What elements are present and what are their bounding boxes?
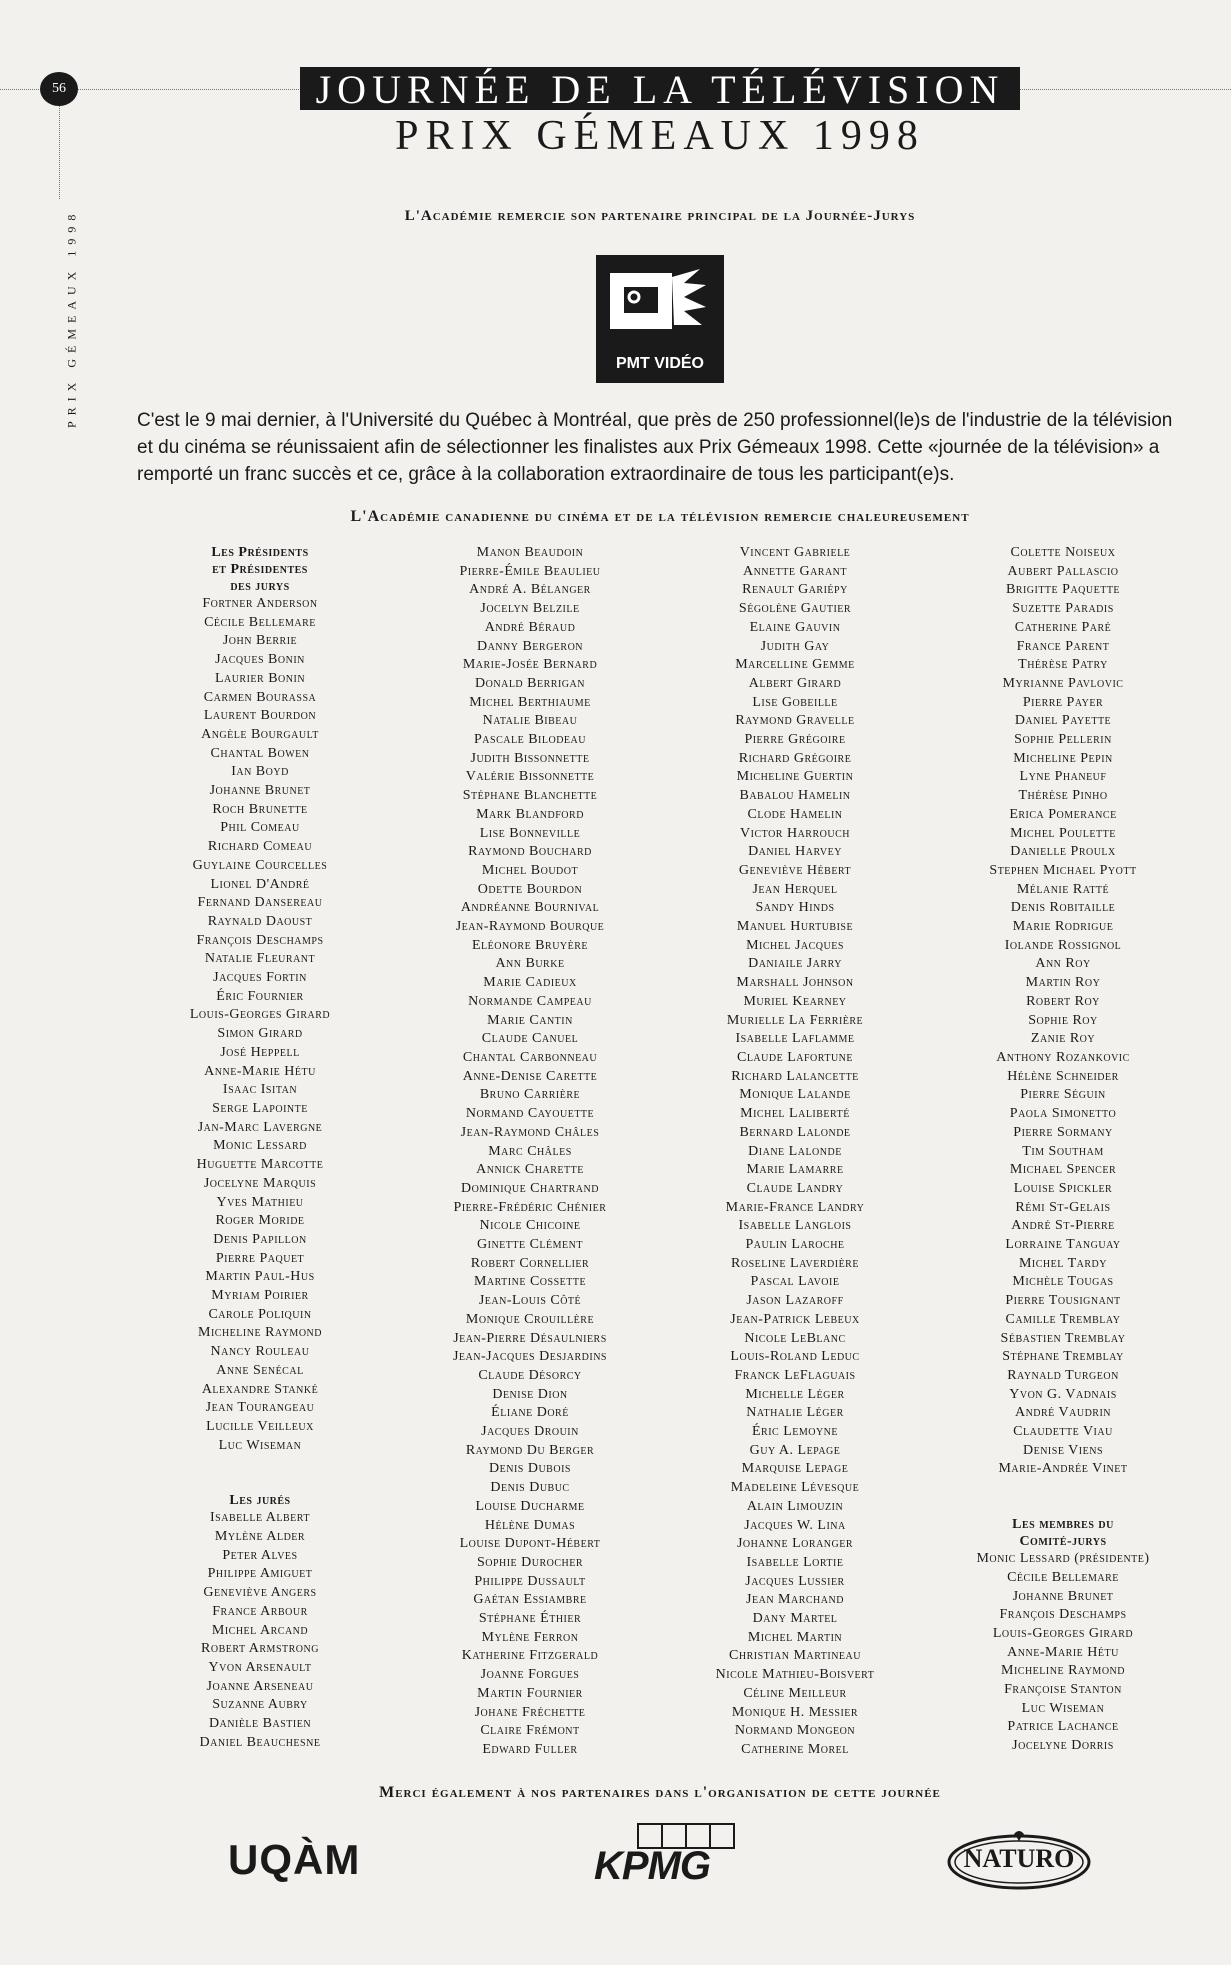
list-item: Stéphane Blanchette <box>462 788 598 804</box>
list-item: Ginette Clément <box>477 1237 583 1253</box>
list-item: Robert Armstrong <box>201 1641 319 1657</box>
list-item: Denis Papillon <box>213 1231 307 1247</box>
list-item: Natalie Bibeau <box>482 713 578 729</box>
list-item: Marie-Andrée Vinet <box>998 1461 1128 1477</box>
list-item: France Parent <box>1016 638 1110 654</box>
list-item: Raynald Daoust <box>207 913 313 929</box>
list-item: Mark Blandford <box>476 806 584 822</box>
list-item: Jean Marchand <box>746 1592 844 1608</box>
list-item: Madeleine Lévesque <box>730 1480 860 1496</box>
list-item: Isaac Isitan <box>222 1082 298 1098</box>
list-item: Marshall Johnson <box>736 975 854 991</box>
list-item: Denise Viens <box>1022 1442 1104 1458</box>
list-item: Monique H. Messier <box>731 1704 859 1720</box>
list-item: Victor Harrouch <box>740 825 850 841</box>
list-item: Jean-Patrick Lebeux <box>730 1311 860 1327</box>
list-item: Louis-Georges Girard <box>189 1007 331 1023</box>
list-item: Richard Grégoire <box>738 750 852 766</box>
list-item: Jocelyne Dorris <box>1012 1738 1114 1754</box>
list-item: Fernand Dansereau <box>197 895 323 911</box>
list-item: Stéphane Éthier <box>478 1611 582 1627</box>
list-item: Monique Lalande <box>739 1087 851 1103</box>
list-item: Raymond Du Berger <box>465 1442 595 1458</box>
list-item: Normand Cayouette <box>465 1106 595 1122</box>
list-item: France Arbour <box>212 1603 308 1619</box>
list-item: Zanie Roy <box>1030 1031 1096 1047</box>
list-item: Chantal Bowen <box>210 745 310 761</box>
list-item: Stéphane Tremblay <box>1002 1349 1124 1365</box>
list-item: Catherine Morel <box>741 1742 849 1757</box>
list-item: Louis-Roland Leduc <box>730 1349 860 1365</box>
list-item: Jason Lazaroff <box>746 1293 844 1309</box>
list-item: Jean-Louis Côté <box>478 1293 582 1309</box>
list-item: Yvon G. Vadnais <box>1009 1386 1117 1402</box>
list-item: Lise Bonneville <box>479 825 581 841</box>
list-item: Jean-Raymond Châles <box>460 1124 600 1140</box>
list-item: Carole Poliquin <box>208 1306 312 1322</box>
column-gap <box>943 1479 1183 1516</box>
list-item: Monic Lessard <box>213 1138 307 1154</box>
list-item: André Béraud <box>484 619 576 635</box>
list-item: Monic Lessard (présidente) <box>976 1551 1150 1567</box>
list-item: Claude Canuel <box>481 1031 579 1047</box>
presidents-heading: des jurys <box>230 579 290 594</box>
list-item: Jocelyne Marquis <box>203 1175 317 1191</box>
list-item: Sébastien Tremblay <box>1000 1330 1126 1346</box>
list-item: Ségolène Gautier <box>738 601 852 617</box>
list-item: Nicole Mathieu-Boisvert <box>715 1667 875 1683</box>
list-item: Judith Bissonnette <box>470 750 590 766</box>
column-4 <box>943 544 1183 1756</box>
list-item: Alexandre Stanké <box>201 1381 319 1397</box>
list-item: Yves Mathieu <box>216 1194 304 1210</box>
list-item: Michel Boudot <box>481 862 579 878</box>
list-item: Isabelle Laflamme <box>735 1031 855 1047</box>
list-item: Claire Frémont <box>480 1723 580 1739</box>
list-item: Michelle Léger <box>745 1386 845 1402</box>
list-item: Marie-Josée Bernard <box>462 657 598 673</box>
list-item: Daniel Payette <box>1014 713 1112 729</box>
list-item: Denis Dubuc <box>490 1480 570 1496</box>
list-item: Judith Gay <box>760 638 830 654</box>
list-item: Diane Lalonde <box>748 1143 842 1159</box>
list-item: Myriam Poirier <box>211 1288 309 1304</box>
list-item: Marie Lamarre <box>746 1162 844 1178</box>
list-item: André St-Pierre <box>1011 1218 1115 1234</box>
list-item: Denise Dion <box>492 1386 568 1402</box>
list-item: Elaine Gauvin <box>749 619 841 635</box>
list-item: Michel Laliberté <box>740 1106 850 1122</box>
list-item: Danielle Proulx <box>1010 844 1116 860</box>
list-item: Louis-Georges Girard <box>992 1625 1134 1641</box>
list-item: Nicole Chicoine <box>479 1218 581 1234</box>
list-item: Michèle Tougas <box>1012 1274 1114 1290</box>
list-item: Michel Martin <box>747 1629 843 1645</box>
list-item: Micheline Raymond <box>198 1325 322 1341</box>
list-item: Éric Fournier <box>216 988 304 1004</box>
list-item: Sophie Roy <box>1028 1012 1098 1028</box>
list-item: Daniel Harvey <box>748 844 842 860</box>
list-item: Isabelle Albert <box>210 1510 310 1526</box>
list-item: Thérèse Pinho <box>1018 788 1108 804</box>
list-item: Richard Comeau <box>207 839 313 855</box>
list-item: Anne-Marie Hétu <box>204 1063 316 1079</box>
list-item: Philippe Dussault <box>474 1573 586 1589</box>
list-item: Odette Bourdon <box>477 881 583 897</box>
list-item: Roger Moride <box>215 1213 305 1229</box>
list-item: Edward Fuller <box>482 1742 578 1757</box>
list-item: Chantal Carbonneau <box>462 1049 598 1065</box>
list-item: Angèle Bourgault <box>201 726 319 742</box>
list-item: Jean-Jacques Desjardins <box>452 1349 607 1365</box>
list-item: Micheline Raymond <box>1001 1663 1125 1679</box>
list-item: Pierre-Émile Beaulieu <box>459 563 601 579</box>
list-item: Hélène Schneider <box>1007 1068 1119 1084</box>
list-item: Dominique Chartrand <box>461 1180 599 1196</box>
list-item: Nancy Rouleau <box>210 1344 310 1360</box>
list-item: Tim Southam <box>1022 1143 1104 1159</box>
presidents-heading: et Présidentes <box>212 562 308 577</box>
list-item: Mylène Ferron <box>481 1629 579 1645</box>
list-item: Roseline Laverdière <box>731 1255 859 1271</box>
list-item: Martine Cossette <box>473 1274 587 1290</box>
list-item: Jean-Pierre Désaulniers <box>453 1330 607 1346</box>
list-item: Jocelyn Belzile <box>480 601 580 617</box>
naturo-logo <box>946 1830 1092 1890</box>
presidents-heading: Les Présidents <box>211 545 309 560</box>
list-item: Cécile Bellemare <box>204 614 316 630</box>
list-item: Serge Lapointe <box>212 1100 308 1116</box>
list-item: Éric Lemoyne <box>751 1424 839 1440</box>
list-item: Ann Burke <box>495 956 565 972</box>
naturo-wordmark: NATURO <box>963 1844 1075 1873</box>
column-3 <box>680 544 910 1760</box>
list-item: Françoise Stanton <box>1004 1682 1122 1698</box>
list-item: André A. Bélanger <box>469 582 591 598</box>
list-item: Paulin Laroche <box>745 1237 845 1253</box>
thanks-heading: L'Académie canadienne du cinéma et de la télévision remercie chaleureusement <box>350 508 970 525</box>
list-item: Hélène Dumas <box>484 1517 576 1533</box>
list-item: Camille Tremblay <box>1005 1311 1121 1327</box>
list-item: Christian Martineau <box>729 1648 861 1664</box>
page-number-badge: 56 <box>40 72 78 106</box>
list-item: Raynald Turgeon <box>1007 1367 1119 1383</box>
list-item: Monique Crouillère <box>465 1311 595 1327</box>
list-item: Jean Herquel <box>752 881 838 897</box>
list-item: Jacques Drouin <box>481 1424 579 1440</box>
list-item: Patrice Lachance <box>1007 1719 1119 1735</box>
list-item: José Heppell <box>220 1044 300 1060</box>
list-item: Joanne Forgues <box>480 1667 580 1683</box>
column-gap <box>150 1455 370 1492</box>
list-item: Marie Cantin <box>487 1012 573 1028</box>
list-item: Annick Charette <box>476 1162 584 1178</box>
list-item: Marcelline Gemme <box>735 657 855 673</box>
list-item: Clode Hamelin <box>747 806 843 822</box>
list-item: Normand Mongeon <box>734 1723 856 1739</box>
list-item: Cécile Bellemare <box>1007 1569 1119 1585</box>
list-item: Thérèse Patry <box>1018 657 1108 673</box>
list-item: Micheline Guertin <box>736 769 854 785</box>
list-item: Daniaile Jarry <box>748 956 842 972</box>
list-item: Ian Boyd <box>231 764 289 780</box>
list-item: Claude Lafortune <box>736 1049 853 1065</box>
comite-heading: Comité-jurys <box>1019 1534 1107 1550</box>
uqam-logo: UQÀM <box>228 1836 361 1883</box>
list-item: Michel Jacques <box>746 937 844 953</box>
list-item: Brigitte Paquette <box>1005 582 1121 598</box>
list-item: Normande Campeau <box>468 993 592 1009</box>
kpmg-logo <box>592 1822 742 1892</box>
list-item: Pascale Bilodeau <box>474 732 586 748</box>
list-item: Robert Cornellier <box>470 1255 590 1271</box>
list-item: Valérie Bissonnette <box>465 769 595 785</box>
list-item: Jacques Bonin <box>215 652 305 668</box>
list-item: Michel Tardy <box>1018 1255 1108 1271</box>
list-item: Donald Berrigan <box>475 675 585 691</box>
pmt-video-label: PMT VIDÉO <box>615 355 704 372</box>
side-running-title: PRIX GÉMEAUX 1998 <box>64 208 79 428</box>
list-item: Franck LeFlaguais <box>734 1367 856 1383</box>
list-item: Laurent Bourdon <box>203 708 317 724</box>
page-subtitle: PRIX GÉMEAUX 1998 <box>395 113 925 159</box>
list-item: Bruno Carrière <box>479 1087 581 1103</box>
jures-heading: Les jurés <box>229 1493 291 1509</box>
list-item: Catherine Paré <box>1014 619 1112 635</box>
list-item: Johanne Brunet <box>209 783 311 799</box>
list-item: Jean Tourangeau <box>205 1400 315 1416</box>
list-item: Louise Dupont-Hébert <box>459 1536 601 1552</box>
list-item: Pierre Sormany <box>1013 1124 1113 1140</box>
list-item: Laurier Bonin <box>214 670 306 686</box>
list-item: Muriel Kearney <box>743 993 847 1009</box>
list-item: Martin Roy <box>1025 975 1101 991</box>
list-item: Luc Wiseman <box>218 1437 302 1453</box>
list-item: Claudette Viau <box>1013 1424 1113 1440</box>
list-item: Manon Beaudoin <box>476 545 584 560</box>
list-item: Phil Comeau <box>220 820 300 836</box>
list-item: Huguette Marcotte <box>196 1157 324 1173</box>
list-item: Marie-France Landry <box>725 1199 865 1215</box>
list-item: Marie Rodrigue <box>1012 919 1114 935</box>
sponsor-line: L'Académie remercie son partenaire principal de la Journée-Jurys <box>404 208 916 224</box>
list-item: Geneviève Hébert <box>738 862 852 878</box>
column-2 <box>415 544 645 1760</box>
pmt-video-logo <box>596 255 724 383</box>
list-item: Nathalie Léger <box>746 1405 844 1421</box>
list-item: Iolande Rossignol <box>1004 937 1122 953</box>
list-item: Annette Garant <box>742 563 848 579</box>
list-item: Guy A. Lepage <box>749 1442 841 1458</box>
list-item: Geneviève Angers <box>203 1585 317 1601</box>
list-item: Katherine Fitzgerald <box>461 1648 599 1664</box>
list-item: Lyne Phaneuf <box>1019 769 1107 785</box>
list-item: Murielle La Ferrière <box>726 1012 864 1028</box>
list-item: Renault Gariépy <box>742 582 848 598</box>
list-item: François Deschamps <box>196 932 324 948</box>
list-item: Johane Fréchette <box>474 1704 586 1720</box>
list-item: Isabelle Langlois <box>738 1218 852 1234</box>
list-item: Pierre-Frédéric Chénier <box>453 1199 607 1215</box>
list-item: Denis Robitaille <box>1010 900 1116 916</box>
page-title: JOURNÉE DE LA TÉLÉVISION <box>300 67 1020 110</box>
list-item: Myrianne Pavlovic <box>1002 675 1124 691</box>
partners-heading: Merci également à nos partenaires dans l'organisation de cette journée <box>379 1784 941 1801</box>
list-item: Micheline Pepin <box>1013 750 1113 766</box>
list-item: Marc Châles <box>488 1143 572 1159</box>
list-item: Michel Arcand <box>211 1622 309 1638</box>
list-item: Anne Senécal <box>216 1362 304 1378</box>
list-item: Simon Girard <box>217 1026 303 1042</box>
list-item: Céline Meilleur <box>743 1685 847 1701</box>
list-item: Claude Désorcy <box>478 1367 582 1383</box>
list-item: Nicole LeBlanc <box>744 1330 846 1346</box>
list-item: Suzanne Aubry <box>212 1697 308 1713</box>
list-item: Bernard Lalonde <box>739 1124 851 1140</box>
list-item: Denis Dubois <box>489 1461 571 1477</box>
list-item: Sophie Durocher <box>476 1554 584 1570</box>
list-item: Suzette Paradis <box>1012 601 1114 617</box>
list-item: Lucille Veilleux <box>206 1418 314 1434</box>
list-item: François Deschamps <box>999 1607 1127 1623</box>
list-item: Andréanne Bournival <box>460 900 600 916</box>
list-item: Raymond Bouchard <box>468 844 592 860</box>
list-item: Daniel Beauchesne <box>199 1734 321 1750</box>
list-item: Erica Pomerance <box>1009 806 1117 822</box>
list-item: Anthony Rozankovic <box>996 1049 1130 1065</box>
list-item: Philippe Amiguet <box>207 1566 313 1582</box>
list-item: Pierre Paquet <box>215 1250 305 1266</box>
comite-heading: Les membres du <box>1012 1517 1114 1533</box>
list-item: Stephen Michael Pyott <box>989 862 1137 878</box>
list-item: Colette Noiseux <box>1010 545 1116 560</box>
list-item: Natalie Fleurant <box>204 951 316 967</box>
list-item: Raymond Gravelle <box>735 713 855 729</box>
list-item: Yvon Arsenault <box>208 1659 312 1675</box>
list-item: Joanne Arseneau <box>206 1678 314 1694</box>
list-item: Anne-Marie Hétu <box>1007 1644 1119 1660</box>
list-item: Carmen Bourassa <box>203 689 317 705</box>
list-item: Roch Brunette <box>212 801 308 817</box>
list-item: Michel Poulette <box>1010 825 1116 841</box>
list-item: Pierre Payer <box>1022 694 1104 710</box>
list-item: Eléonore Bruyère <box>471 937 589 953</box>
list-item: Luc Wiseman <box>1021 1700 1105 1716</box>
list-item: Michael Spencer <box>1009 1162 1117 1178</box>
list-item: Vincent Gabriele <box>739 545 851 560</box>
list-item: Marquise Lepage <box>741 1461 849 1477</box>
list-item: Richard Lalancette <box>731 1068 859 1084</box>
intro-paragraph: C'est le 9 mai dernier, à l'Université du Québec à Montréal, que près de 250 professionnel(le)s de l'industrie de la télévision et du cinéma se réunissaient afin de sélectionner les finalistes aux Prix Gémeaux 1998. Cette «journée de la télévision» a remporté un franc succès et ce, grâce à la collaboration extraordinaire de tous les participant(e)s. <box>137 410 1173 485</box>
list-item: Louise Spickler <box>1013 1180 1113 1196</box>
list-item: Michel Berthiaume <box>469 694 591 710</box>
list-item: Danièle Bastien <box>208 1716 312 1732</box>
list-item: Pierre Séguin <box>1020 1087 1106 1103</box>
list-item: André Vaudrin <box>1014 1405 1112 1421</box>
list-item: Lorraine Tanguay <box>1005 1237 1121 1253</box>
list-item: Jan-Marc Lavergne <box>197 1119 323 1135</box>
column-1 <box>150 544 370 1752</box>
list-item: Mélanie Ratté <box>1016 881 1110 897</box>
list-item: Jean-Raymond Bourque <box>455 919 605 935</box>
list-item: Jacques Fortin <box>213 970 307 986</box>
list-item: Gaétan Essiambre <box>473 1592 587 1608</box>
list-item: Fortner Anderson <box>202 596 318 611</box>
list-item: Pierre Tousignant <box>1005 1293 1121 1309</box>
list-item: John Berrie <box>222 633 298 649</box>
list-item: Peter Alves <box>222 1547 298 1563</box>
list-item: Manuel Hurtubise <box>736 919 854 935</box>
list-item: Rémi St-Gelais <box>1015 1199 1111 1215</box>
list-item: Jacques Lussier <box>745 1573 845 1589</box>
list-item: Pascal Lavoie <box>750 1274 840 1290</box>
list-item: Louise Ducharme <box>475 1498 585 1514</box>
list-item: Claude Landry <box>746 1180 844 1196</box>
list-item: Sophie Pellerin <box>1014 732 1112 748</box>
list-item: Aubert Pallascio <box>1007 563 1119 579</box>
list-item: Paola Simonetto <box>1009 1106 1117 1122</box>
list-item: Dany Martel <box>752 1611 838 1627</box>
list-item: Danny Bergeron <box>476 638 584 654</box>
list-item: Marie Cadieux <box>483 975 577 991</box>
list-item: Jacques W. Lina <box>744 1517 846 1533</box>
list-item: Ann Roy <box>1035 956 1091 972</box>
list-item: Johanne Loranger <box>736 1536 854 1552</box>
list-item: Albert Girard <box>748 675 842 691</box>
list-item: Éliane Doré <box>491 1405 569 1421</box>
list-item: Sandy Hinds <box>755 900 835 916</box>
list-item: Martin Fournier <box>477 1685 583 1701</box>
list-item: Guylaine Courcelles <box>192 857 328 873</box>
list-item: Alain Limouzin <box>746 1498 844 1514</box>
list-item: Lise Gobeille <box>752 694 838 710</box>
list-item: Robert Roy <box>1026 993 1100 1009</box>
list-item: Pierre Grégoire <box>744 732 846 748</box>
kpmg-wordmark: KPMG <box>594 1844 710 1888</box>
list-item: Anne-Denise Carette <box>462 1068 598 1084</box>
list-item: Babalou Hamelin <box>739 788 851 804</box>
list-item: Mylène Alder <box>214 1529 306 1545</box>
list-item: Lionel D'André <box>210 876 310 892</box>
list-item: Johanne Brunet <box>1012 1588 1114 1604</box>
list-item: Isabelle Lortie <box>746 1554 844 1570</box>
list-item: Martin Paul-Hus <box>205 1269 315 1285</box>
